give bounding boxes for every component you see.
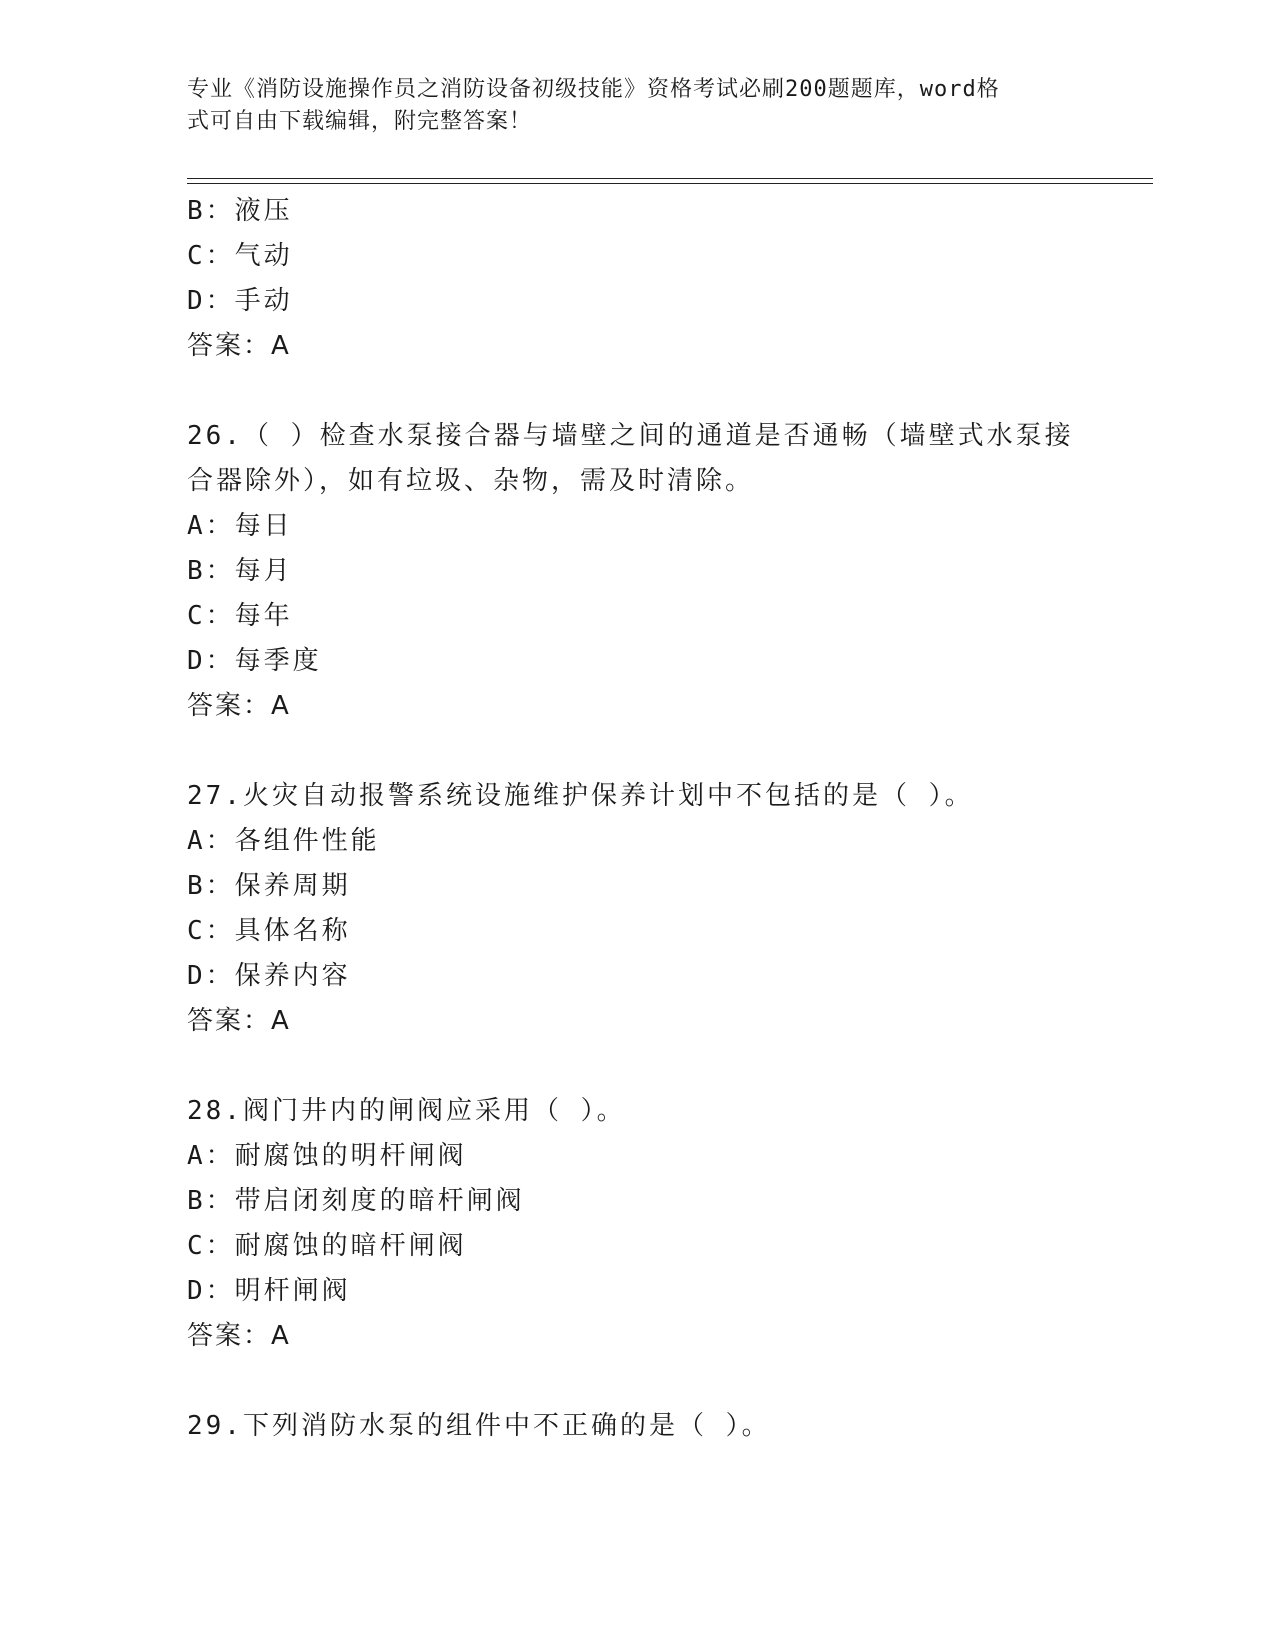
document-header bbox=[187, 74, 1067, 138]
q28-option-c: C：耐腐蚀的暗杆闸阀 bbox=[187, 1231, 467, 1261]
q28-stem: 28.阀门井内的闸阀应采用（ ）。 bbox=[187, 1096, 626, 1126]
q26-stem-line-2: 合器除外），如有垃圾、杂物，需及时清除。 bbox=[187, 466, 755, 496]
q28-option-a: A：耐腐蚀的明杆闸阀 bbox=[187, 1141, 467, 1171]
q28-option-b: B：带启闭刻度的暗杆闸阀 bbox=[187, 1186, 525, 1216]
q26-option-a: A：每日 bbox=[187, 511, 293, 541]
q26-stem-line-1: 26.（ ）检查水泵接合器与墙壁之间的通道是否通畅（墙壁式水泵接 bbox=[187, 421, 1074, 451]
q27-answer: 答案：A bbox=[187, 1006, 291, 1036]
q26-answer: 答案：A bbox=[187, 691, 291, 721]
q29-stem: 29.下列消防水泵的组件中不正确的是（ ）。 bbox=[187, 1411, 771, 1441]
q27-option-b: B：保养周期 bbox=[187, 871, 351, 901]
q26-option-d: D：每季度 bbox=[187, 646, 322, 676]
header-line-1: 专业《消防设施操作员之消防设备初级技能》资格考试必刷200题题库，word格 bbox=[187, 77, 1000, 102]
q28-option-d: D：明杆闸阀 bbox=[187, 1276, 351, 1306]
header-line-2: 式可自由下载编辑，附完整答案！ bbox=[187, 109, 533, 134]
q27-stem: 27.火灾自动报警系统设施维护保养计划中不包括的是（ ）。 bbox=[187, 781, 974, 811]
q25-option-d: D：手动 bbox=[187, 286, 293, 316]
q25-answer: 答案：A bbox=[187, 331, 291, 361]
q26-option-c: C：每年 bbox=[187, 601, 293, 631]
q28-answer: 答案：A bbox=[187, 1321, 291, 1351]
header-divider-bottom bbox=[187, 183, 1153, 184]
q26-option-b: B：每月 bbox=[187, 556, 293, 586]
header-divider-top bbox=[187, 178, 1153, 179]
q25-option-c: C：气动 bbox=[187, 241, 293, 271]
q25-option-b: B：液压 bbox=[187, 196, 293, 226]
q27-option-d: D：保养内容 bbox=[187, 961, 351, 991]
q27-option-a: A：各组件性能 bbox=[187, 826, 380, 856]
q27-option-c: C：具体名称 bbox=[187, 916, 351, 946]
